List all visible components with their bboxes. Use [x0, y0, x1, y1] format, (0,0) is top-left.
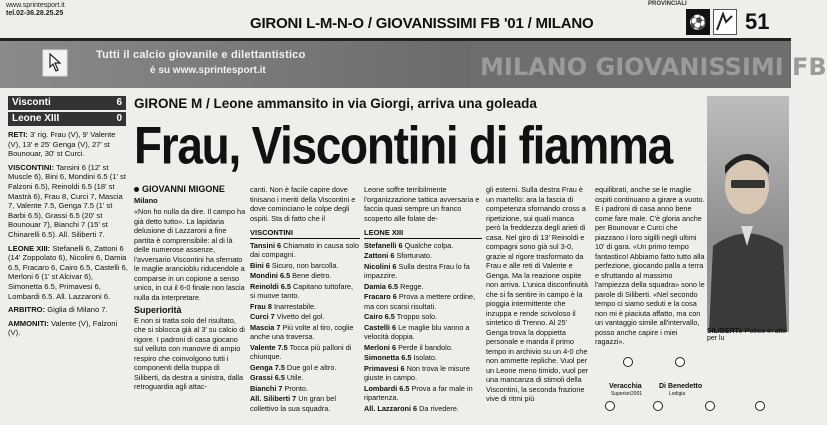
referee-text: Giglia di Milano 7.	[47, 305, 108, 315]
player-rating	[250, 282, 360, 301]
booked-text: Valente (V), Falzoni (V).	[8, 318, 118, 338]
player-comment: Chiamato in causa solo dai compagni.	[250, 240, 359, 259]
footer-name-1-sub: Superiori2001	[611, 391, 643, 397]
author-line	[134, 185, 246, 195]
player-comment: Più volte al tiro, coglie anche una traversa.	[250, 322, 354, 341]
badge-icon	[705, 401, 715, 411]
player-comment: Non trova le misure giuste in campo.	[364, 363, 470, 382]
away-team-name: Leone XIII	[12, 113, 60, 124]
player-rating	[364, 404, 482, 414]
caption-name: SILIBERTI	[707, 328, 741, 335]
player-name: Fracaro 6	[364, 292, 397, 301]
player-comment: Vivetto del gol.	[276, 312, 325, 321]
article-paragraph: gli esterni. Sulla destra Frau è un martello: ara la fascia di competenza sfornando cross a ripetizione, sui quali manca però la freddezza degli arieti di casa. Nel giro di 13' Reinoldi e compagni sono già sul 3-0, grazie al rigore trasformato da Frau e alle reti di Valente e Genga. Ma la reazione ospite non arriva. L'unica disconfinuità che si fa sentire in campo è la pioggia intermittente che inzuppa e rende scivoloso il sintetico di Trenno. Al 25' Genga trova la doppietta personale e manda il primo tempo in archivio su un 4-0 che non ammette repliche. Vuol per un Leone meno timido, vuol per una mancanza di stimoli della Viscontini, la seconda frazione vive di ritmi più	[486, 185, 589, 403]
match-details	[8, 130, 128, 342]
author-name: GIOVANNI MIGONE	[142, 184, 225, 194]
player-comment: Troppo solo.	[396, 312, 438, 321]
referee-block	[8, 305, 128, 315]
site-url: www.sprintesport.it	[6, 2, 65, 9]
article-paragraph: equilibrati, anche se le maglie ospiti continuano a girare a vuoto. E i padroni di casa anno bene come fare male. C'è gloria anche per Bounovar e Curci che piazzano i loro sigilli negli ultimi 10' di gara. «Un primo tempo fantastico! Abbiamo fatto tutto alla perfezione, giocando palla a terra e sfruttando al massimo l'ampiezza della squadra» sono le parole di Siliberti. «Nel secondo tempo ci siamo seduti e la cosa non mi è piaciuta affatto, ma con un vantaggio simile all'intervallo, posso anche capire i miei ragazzi».	[595, 185, 705, 346]
badge-icon	[675, 357, 685, 367]
article-column-4	[486, 185, 590, 403]
goals-block	[8, 130, 128, 159]
home-team-row	[8, 96, 126, 110]
player-comment: Un gran bel collettivo la sua squadra.	[250, 394, 336, 413]
player-rating	[364, 282, 482, 292]
player-name: Frau 8	[250, 301, 272, 311]
player-name: Bini 6	[250, 260, 270, 270]
footer-name-2-sub: Lodigia	[669, 391, 686, 397]
football-section-icon: ⚽	[686, 9, 710, 35]
player-name: Cairo 6.5	[364, 312, 395, 321]
player-name: Bianchi 7	[250, 383, 283, 393]
player-rating	[364, 312, 482, 322]
goals-text: 3' rig. Frau (V), 9' Valente (V), 13' e 25' Genga (V), 27' st Bounouar, 30' st Curci.	[8, 130, 116, 159]
home-team-name: Visconti	[12, 97, 51, 108]
player-comment: Capitano tuttofare, si muove tanto.	[250, 281, 354, 300]
ratings-header-away: LEONE XIII	[364, 227, 482, 239]
player-comment: Due gol e altro.	[286, 362, 337, 372]
player-rating	[364, 241, 482, 251]
article-paragraph: Leone soffre terribilmente l'organizzazione tattica avversaria e faccia quasi sempre un franco scoperto alle folate de-	[364, 185, 480, 223]
player-comment: Qualche colpa.	[404, 240, 454, 250]
away-team-score: 0	[116, 113, 122, 124]
player-name: Damia 6.5	[364, 281, 399, 291]
player-name: Castelli 6	[364, 322, 397, 332]
article-paragraph: «Non ho nulla da dire. Il campo ha già detto tutto». La lapidaria delusione di Lazzaroni a fine partita è comprensibile: al di là delle numerose assenze, l'avversario Viscontini ha sfernato le maglie arancioblu riducendole a comparse in un copione a senso unico, in cui il 6-0 finale non lascia nulla da interpretare.	[134, 207, 246, 302]
player-comment: Tocca più palloni di chiunque.	[250, 342, 352, 361]
player-comment: Le maglie blu vanno a velocità doppia.	[364, 322, 470, 341]
player-comment: Sulla destra Frau lo fa impazzire.	[364, 261, 470, 280]
badge-icon	[653, 401, 663, 411]
player-comment: Isolato.	[413, 353, 438, 362]
player-comment: Bene dietro.	[292, 271, 332, 280]
article-column-5	[595, 185, 705, 350]
home-lineup-label: VISCONTINI:	[8, 162, 54, 172]
phone-number: tel.02-36.28.25.25	[6, 10, 64, 17]
player-rating	[364, 343, 482, 353]
away-lineup-label: LEONE XIII:	[8, 243, 51, 253]
article-column-1	[134, 185, 246, 392]
player-comment: Perde il bandolo.	[398, 342, 453, 352]
player-name: Lombardi 6.5	[364, 383, 410, 393]
page-number: 51	[745, 9, 770, 34]
player-name: All. Siliberti 7	[250, 394, 297, 403]
cursor-hand-icon	[42, 49, 68, 77]
player-name: Reinoldi 6.5	[250, 281, 291, 291]
article-headline: Frau, Viscontini di fiamma	[134, 115, 672, 175]
player-comment: Da rivedere.	[419, 403, 459, 413]
home-lineup-block	[8, 163, 128, 240]
badge-icon	[755, 401, 765, 411]
player-name: Primavesi 6	[364, 363, 405, 373]
player-rating	[364, 364, 482, 383]
player-name: Simonetta 6.5	[364, 353, 412, 362]
ratings-list-away	[364, 241, 482, 414]
player-rating	[250, 363, 360, 373]
player-rating	[364, 292, 482, 311]
home-lineup-text: Tansini 6 (12' st Muscle 6), Bini 6, Mondini 6.5 (1' st Falzoni 6.5), Reinoldi 6.5 (18' st Mastrà 6), Frau 8, Curci 7, Mascia 7, Valente 7.5, Genga 7.5 (1' st Barbi 6.5), Grassi 6.5 (20' st Bounouar 7), Bianchi 7 (15' st Chinarelli 6.5). All. Siliberti 7.	[8, 162, 126, 239]
player-comment: Utile.	[286, 373, 304, 382]
promo-banner	[0, 41, 827, 88]
player-rating	[250, 271, 360, 281]
player-rating	[250, 394, 360, 413]
sprint-logo-icon	[713, 9, 737, 35]
ratings-header-home: VISCONTINI	[250, 227, 360, 239]
article-kicker: GIRONE M / Leone ammansito in via Giorgi, arriva una goleada	[134, 96, 537, 111]
caption-text: / Pollice in alto per lu	[707, 328, 786, 342]
coach-photo-figure	[707, 96, 789, 332]
subheading: Superiorità	[134, 305, 182, 315]
player-comment: Inarrestabile.	[273, 301, 317, 311]
booked-label: AMMONITI:	[8, 318, 49, 328]
player-name: All. Lazzaroni 6	[364, 403, 418, 413]
player-name: Nicolini 6	[364, 261, 397, 271]
player-name: Curci 7	[250, 312, 275, 321]
badge-icon	[605, 401, 615, 411]
player-rating	[364, 262, 482, 281]
player-name: Mondini 6.5	[250, 271, 291, 280]
player-rating	[364, 353, 482, 363]
coach-photo	[707, 96, 789, 332]
player-name: Zattoni 6	[364, 251, 395, 260]
player-comment: Sicuro, non barcolla.	[271, 260, 339, 270]
player-name: Tansini 6	[250, 240, 282, 250]
provinciali-label: PROVINCIALI	[648, 1, 687, 7]
player-rating	[250, 343, 360, 362]
referee-label: ARBITRO:	[8, 305, 46, 315]
player-comment: Pronto.	[284, 383, 309, 393]
player-rating	[250, 302, 360, 312]
footer-name-2: Di Benedetto	[659, 383, 703, 390]
away-lineup-text: Stefanelli 6, Zattoni 6 (14' Zoppolato 6), Nicolini 6, Damia 6.5, Fracaro 6, Cairo 6.5, Castelli 6, Merloni 6 (1' st Alcivar 6), Simonetta 6.5, Primavesi 6, Lombardi 6.5. All. Lazzaroni 6.	[8, 243, 128, 301]
player-rating	[250, 241, 360, 260]
photo-caption	[707, 328, 791, 342]
goals-label: RETI:	[8, 130, 28, 139]
player-name: Genga 7.5	[250, 362, 285, 372]
player-name: Valente 7.5	[250, 342, 288, 352]
player-name: Mascia 7	[250, 322, 281, 332]
article-column-3	[364, 185, 482, 425]
scoreboard	[8, 96, 126, 126]
section-title: GIRONI L-M-N-O / GIOVANISSIMI FB '01 / MILANO	[250, 15, 594, 32]
player-comment: Regge.	[400, 281, 424, 291]
player-rating	[364, 251, 482, 261]
player-rating	[250, 261, 360, 271]
banner-big-title: MILANO GIOVANISSIMI FB	[480, 53, 827, 81]
away-team-row	[8, 112, 126, 126]
home-team-score: 6	[116, 97, 122, 108]
bullet-icon	[134, 187, 139, 192]
booked-block	[8, 319, 128, 338]
ratings-list-home	[250, 241, 360, 414]
footer-strip	[595, 357, 791, 425]
player-rating	[364, 323, 482, 342]
player-comment: Prova a far male in ripartenza.	[364, 383, 473, 402]
article-column-2	[250, 185, 360, 425]
away-lineup-block	[8, 244, 128, 302]
banner-line-1: Tutti il calcio giovanile e dilettantistico	[96, 49, 306, 61]
player-rating	[250, 373, 360, 383]
player-name: Grassi 6.5	[250, 373, 285, 382]
player-name: Merloni 6	[364, 342, 397, 352]
player-rating	[364, 384, 482, 403]
player-rating	[250, 312, 360, 322]
footer-name-1: Veracchia	[609, 383, 642, 390]
player-comment: Sfortunato.	[396, 251, 433, 260]
player-rating	[250, 384, 360, 394]
player-comment: Prova a mettere ordine, ma con scarsi risultati.	[364, 292, 476, 311]
article-paragraph: E non si tratta solo del risultato, che si sblocca già al 3' su calcio di rigore. I padroni di casa giocano sul velluto con manovre di ampio respiro che coinvolgono tutti i componenti della truppa di Siliberti, da destra a sinistra, dalla retroguardia agli attac-	[134, 315, 245, 391]
banner-line-2: è su www.sprintesport.it	[150, 65, 266, 76]
badge-icon	[623, 357, 633, 367]
dateline: Milano	[134, 195, 158, 205]
player-name: Stefanelli 6	[364, 240, 403, 250]
article-paragraph: canti. Non è facile capire dove tinisano i meriti della Viscontini e dove cominciano le colpe degli ospiti. Sta di fatto che il	[250, 185, 356, 223]
player-rating	[250, 323, 360, 342]
